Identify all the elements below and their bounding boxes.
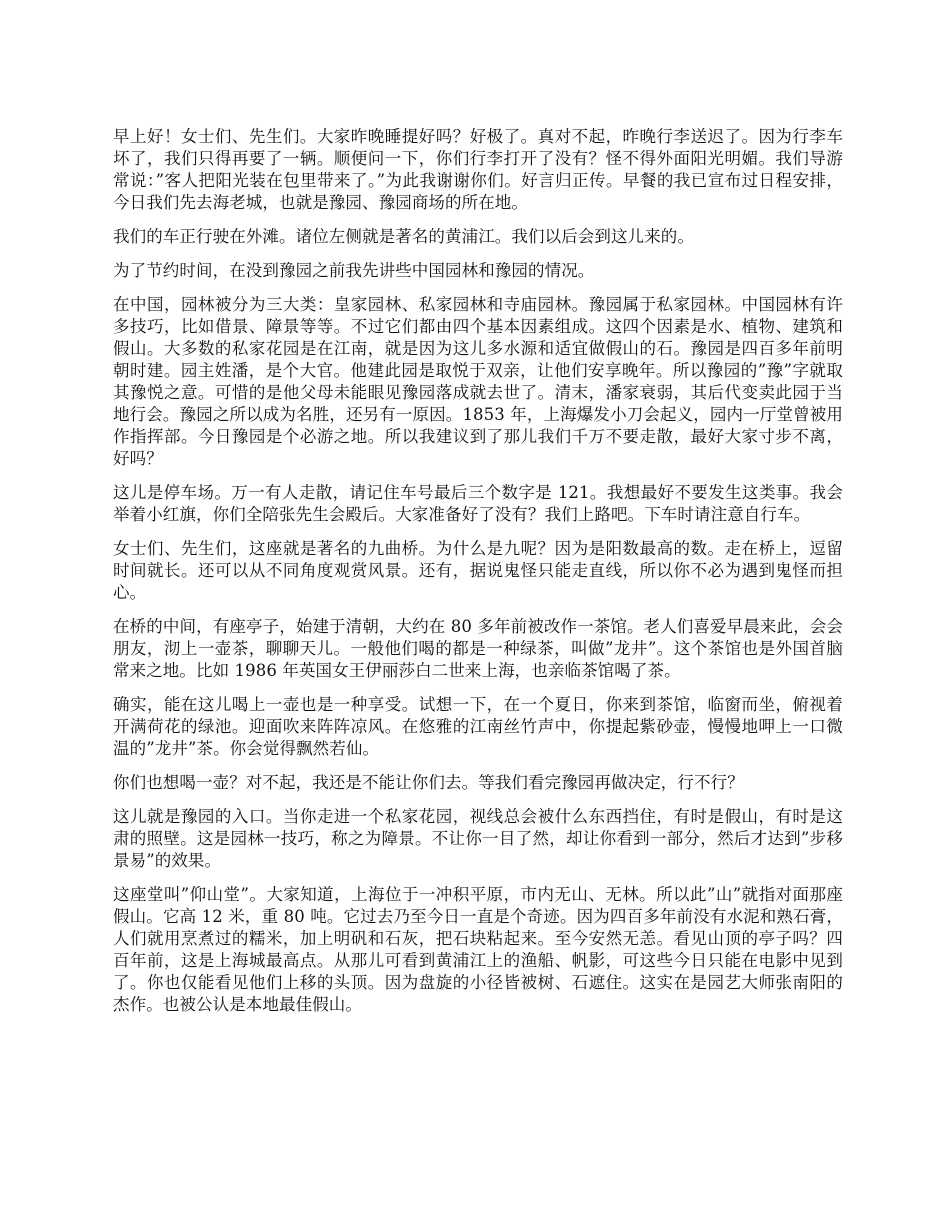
- paragraph-2: 我们的车正行驶在外滩。诸位左侧就是著名的黄浦江。我们以后会到这儿来的。: [113, 227, 694, 246]
- paragraph-4: 在中国，园林被分为三大类：皇家园林、私家园林和寺庙园林。豫园属于私家园林。中国园林有许多技巧，比如借景、障景等等。不过它们都由四个基本因素组成。这四个因素是水、植物、建筑和假山。大多数的私家花园是在江南，就是因为这儿多水源和适宜做假山的石。豫园是四百多年前明朝时建。园主姓潘，是个大官。他建此园是取悦于双亲，让他们安享晚年。所以豫园的”豫”字就取其豫悦之意。可惜的是他父母未能眼见豫园落成就去世了。清末，潘家衰弱，其后代变卖此园于当地行会。豫园之所以成为名胜，还另有一原因。1853 年，上海爆发小刀会起义，园内一厅堂曾被用作指挥部。今日豫园是个必游之地。所以我建议到了那儿我们千万不要走散，最好大家寸步不离，好吗？: [113, 295, 843, 468]
- paragraph-9: 你们也想喝一壶？对不起，我还是不能让你们去。等我们看完豫园再做决定，行不行？: [113, 773, 744, 792]
- paragraph-5: 这儿是停车场。万一有人走散，请记住车号最后三个数字是 121。我想最好不要发生这类事。我会举着小红旗，你们全陪张先生会殿后。大家准备好了没有？我们上路吧。下车时请注意自行车。: [113, 483, 843, 524]
- paragraph-11: 这座堂叫”仰山堂”。大家知道，上海位于一冲积平原，市内无山、无林。所以此”山”就指对面那座假山。它高 12 米，重 80 吨。它过去乃至今日一直是个奇迹。因为四百多年前没有水泥和熟石膏，人们就用烹煮过的糯米，加上明矾和石灰，把石块粘起来。至今安然无恙。看见山顶的亭子吗？四百年前，这是上海城最高点。从那儿可看到黄浦江上的渔船、帆影，可这些今日只能在电影中见到了。你也仅能看见他们上移的头顶。因为盘旋的小径皆被树、石遮住。这实在是园艺大师张南阳的杰作。也被公认是本地最佳假山。: [113, 885, 843, 1014]
- paragraph-6: 女士们、先生们，这座就是著名的九曲桥。为什么是九呢？因为是阳数最高的数。走在桥上，逗留时间就长。还可以从不同角度观赏风景。还有，据说鬼怪只能走直线，所以你不必为遇到鬼怪而担心。: [113, 539, 843, 602]
- document-body: [113, 126, 843, 1028]
- paragraph-1: 早上好！女士们、先生们。大家昨晚睡提好吗？好极了。真对不起，昨晚行李送迟了。因为行李车坏了，我们只得再要了一辆。顺便问一下，你们行李打开了没有？怪不得外面阳光明媚。我们导游常说：”客人把阳光装在包里带来了。”为此我谢谢你们。好言归正传。早餐的我已宣布过日程安排，今日我们先去海老城，也就是豫园、豫园商场的所在地。: [113, 127, 843, 212]
- paragraph-8: 确实，能在这儿喝上一壶也是一种享受。试想一下，在一个夏日，你来到茶馆，临窗而坐，俯视着开满荷花的绿池。迎面吹来阵阵凉风。在悠雅的江南丝竹声中，你提起紫砂壶，慢慢地呷上一口微温的”龙井”茶。你会觉得飘然若仙。: [113, 695, 843, 758]
- paragraph-10: 这儿就是豫园的入口。当你走进一个私家花园，视线总会被什么东西挡住，有时是假山，有时是这肃的照壁。这是园林一技巧，称之为障景。不让你一目了然，却让你看到一部分，然后才达到”步移景易”的效果。: [113, 807, 843, 870]
- paragraph-3: 为了节约时间，在没到豫园之前我先讲些中国园林和豫园的情况。: [113, 261, 595, 280]
- paragraph-7: 在桥的中间，有座亭子，始建于清朝，大约在 80 多年前被改作一茶馆。老人们喜爱早晨来此，会会朋友，沏上一壶茶，聊聊天儿。一般他们喝的都是一种绿茶，叫做”龙井”。这个茶馆也是外国首脑常来之地。比如 1986 年英国女王伊丽莎白二世来上海，也亲临茶馆喝了茶。: [113, 617, 843, 680]
